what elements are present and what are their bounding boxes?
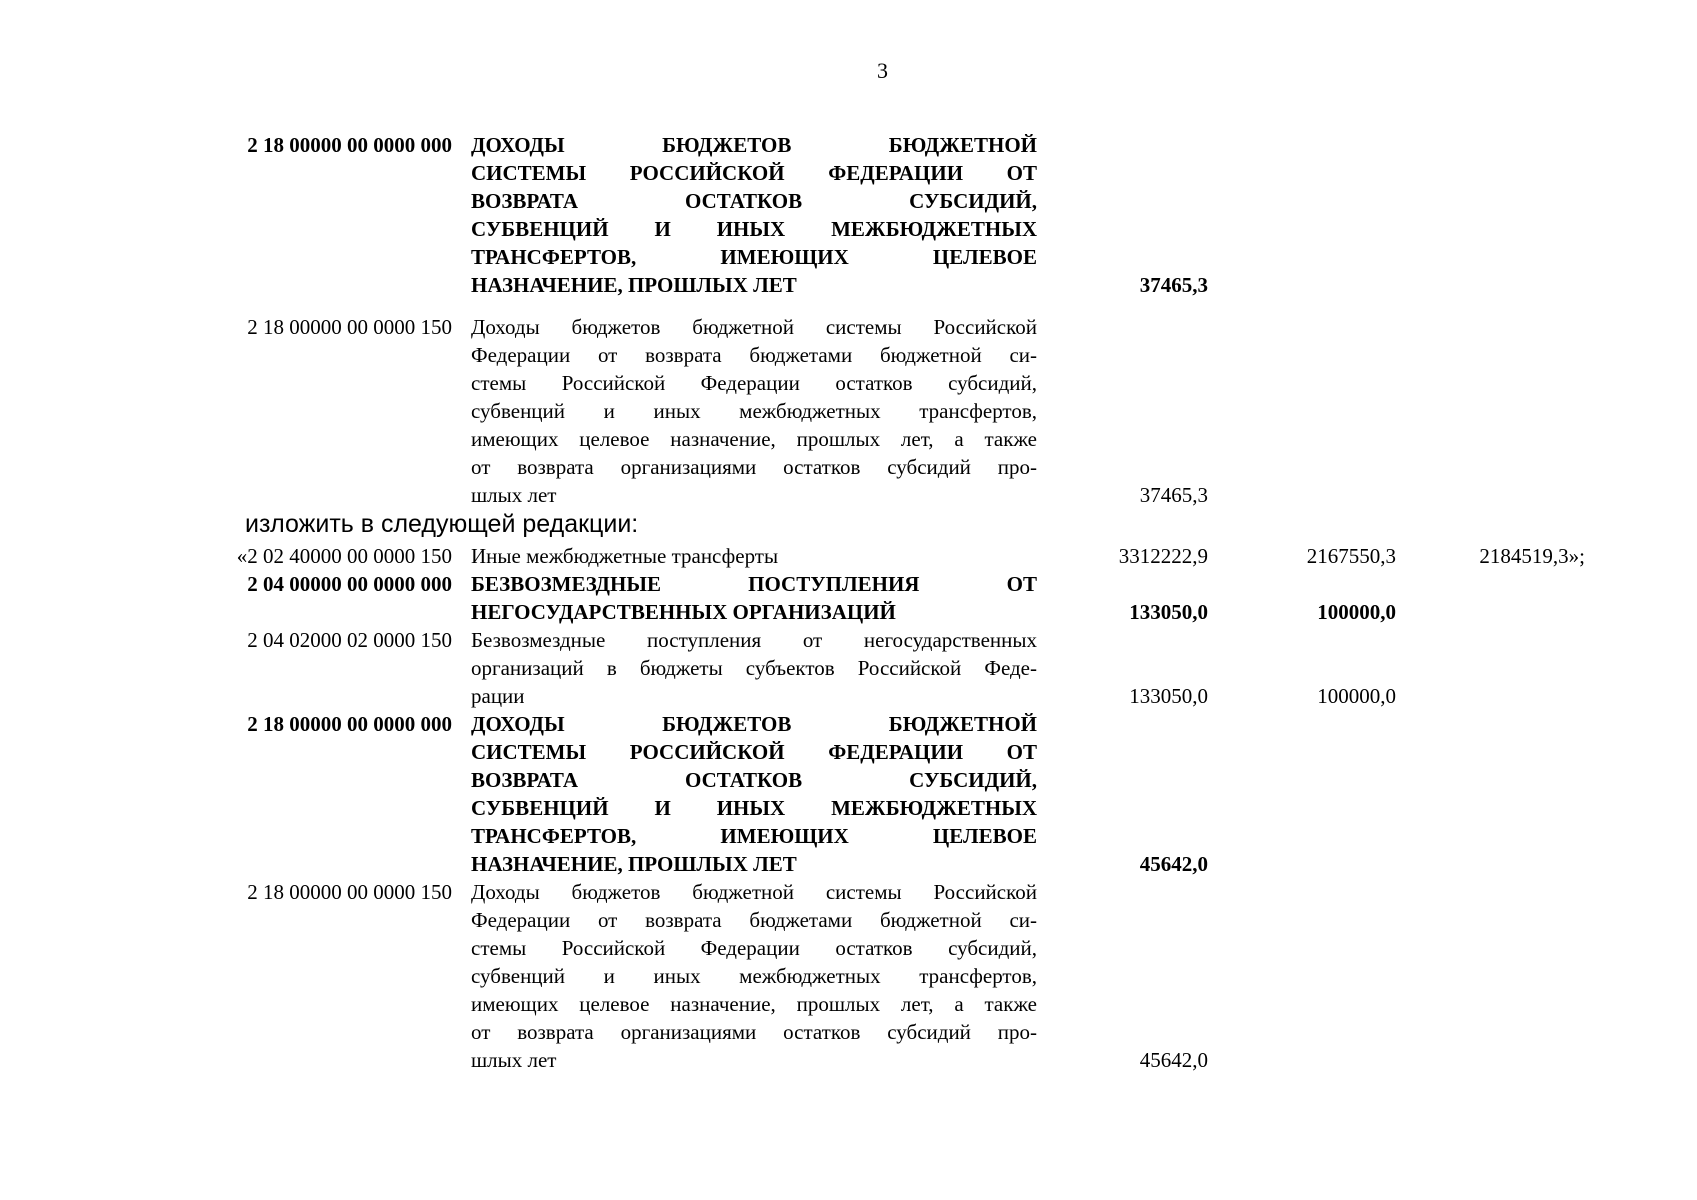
name-line: НЕГОСУДАРСТВЕННЫХ ОРГАНИЗАЦИЙ (471, 600, 896, 624)
name-line: ДОХОДЫ БЮДЖЕТОВ БЮДЖЕТНОЙ (471, 712, 1037, 736)
amount-year-3: 2184519,3»; (1479, 544, 1585, 568)
name-line: БЕЗВОЗМЕЗДНЫЕ ПОСТУПЛЕНИЯ ОТ (471, 572, 1037, 596)
budget-code: 2 04 02000 02 0000 150 (247, 628, 452, 652)
amount-year-1: 45642,0 (1139, 1048, 1208, 1072)
name-line: ВОЗВРАТА ОСТАТКОВ СУБСИДИЙ, (471, 768, 1037, 792)
name-line: СУБВЕНЦИЙ И ИНЫХ МЕЖБЮДЖЕТНЫХ (471, 217, 1037, 241)
amount-year-1: 37465,3 (1139, 273, 1208, 297)
amount-year-1: 133050,0 (1129, 684, 1208, 708)
budget-code: 2 18 00000 00 0000 000 (247, 133, 452, 157)
name-line: стемы Российской Федерации остатков субсидий, (471, 936, 1037, 960)
name-line: СУБВЕНЦИЙ И ИНЫХ МЕЖБЮДЖЕТНЫХ (471, 796, 1037, 820)
name-line: организаций в бюджеты субъектов Российской Феде- (471, 656, 1037, 680)
name-line: шлых лет (471, 1048, 557, 1072)
budget-item-name (471, 626, 1037, 710)
name-line: от возврата организациями остатков субсидий про- (471, 1020, 1037, 1044)
name-line: имеющих целевое назначение, прошлых лет, а также (471, 992, 1037, 1016)
budget-item-name (471, 878, 1037, 1074)
amount-year-2: 2167550,3 (1306, 544, 1396, 568)
budget-item-name (471, 313, 1037, 509)
name-line: шлых лет (471, 483, 557, 507)
name-line: от возврата организациями остатков субсидий про- (471, 455, 1037, 479)
amount-year-1: 3312222,9 (1118, 544, 1208, 568)
name-line: ТРАНСФЕРТОВ, ИМЕЮЩИХ ЦЕЛЕВОЕ (471, 245, 1037, 269)
amount-year-2: 100000,0 (1317, 684, 1396, 708)
budget-item-name (471, 542, 1037, 570)
amount-year-1: 45642,0 (1139, 852, 1208, 876)
budget-item-name (471, 131, 1037, 299)
name-line: Доходы бюджетов бюджетной системы Российской (471, 880, 1037, 904)
name-line: субвенций и иных межбюджетных трансфертов, (471, 399, 1037, 423)
name-line: стемы Российской Федерации остатков субсидий, (471, 371, 1037, 395)
name-line: ДОХОДЫ БЮДЖЕТОВ БЮДЖЕТНОЙ (471, 133, 1037, 157)
name-line: НАЗНАЧЕНИЕ, ПРОШЛЫХ ЛЕТ (471, 852, 797, 876)
name-line: рации (471, 684, 525, 708)
name-line: Иные межбюджетные трансферты (471, 544, 779, 568)
name-line: СИСТЕМЫ РОССИЙСКОЙ ФЕДЕРАЦИИ ОТ (471, 740, 1037, 764)
budget-item-name (471, 710, 1037, 878)
budget-code: «2 02 40000 00 0000 150 (236, 544, 452, 568)
budget-code: 2 18 00000 00 0000 150 (247, 880, 452, 904)
amount-year-1: 37465,3 (1139, 483, 1208, 507)
name-line: Безвозмездные поступления от негосударственных (471, 628, 1037, 652)
amount-year-1: 133050,0 (1129, 600, 1208, 624)
name-line: Федерации от возврата бюджетами бюджетной си- (471, 908, 1037, 932)
name-line: Доходы бюджетов бюджетной системы Российской (471, 315, 1037, 339)
name-line: СИСТЕМЫ РОССИЙСКОЙ ФЕДЕРАЦИИ ОТ (471, 161, 1037, 185)
budget-code: 2 18 00000 00 0000 150 (247, 315, 452, 339)
name-line: ТРАНСФЕРТОВ, ИМЕЮЩИХ ЦЕЛЕВОЕ (471, 824, 1037, 848)
name-line: ВОЗВРАТА ОСТАТКОВ СУБСИДИЙ, (471, 189, 1037, 213)
budget-code: 2 04 00000 00 0000 000 (247, 572, 452, 596)
amount-year-2: 100000,0 (1317, 600, 1396, 624)
name-line: НАЗНАЧЕНИЕ, ПРОШЛЫХ ЛЕТ (471, 273, 797, 297)
instruction-text: изложить в следующей редакции: (245, 510, 639, 538)
name-line: субвенций и иных межбюджетных трансфертов, (471, 964, 1037, 988)
page-number: 3 (877, 58, 888, 83)
budget-item-name (471, 570, 1037, 626)
name-line: Федерации от возврата бюджетами бюджетной си- (471, 343, 1037, 367)
name-line: имеющих целевое назначение, прошлых лет, а также (471, 427, 1037, 451)
budget-code: 2 18 00000 00 0000 000 (247, 712, 452, 736)
